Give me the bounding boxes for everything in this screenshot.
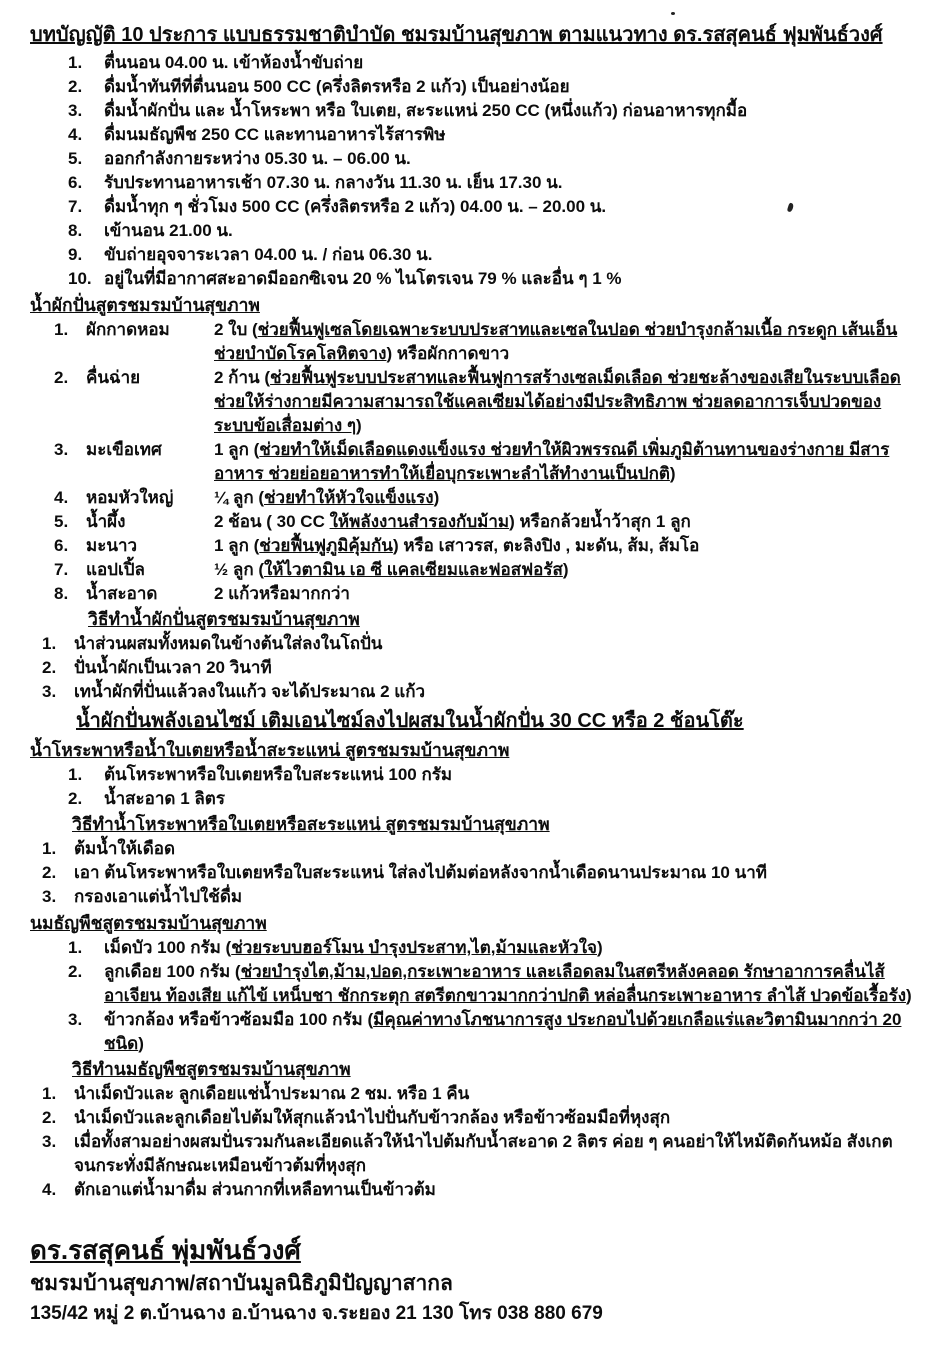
method-step	[30, 885, 917, 909]
item-number: 3.	[68, 1010, 83, 1029]
grain-milk-method-steps	[30, 1082, 917, 1202]
ingredient-name: น้ำสะอาด	[86, 584, 158, 603]
ingredient-row	[30, 582, 917, 606]
ingredient-description: เม็ดบัว 100 กรัม (ช่วยระบบฮอร์โมน บำรุงประสาท,ไต,ม้ามและหัวใจ)	[104, 938, 603, 957]
ingredient-row	[30, 510, 917, 534]
ingredient-name: น้ำผึ้ง	[86, 512, 126, 531]
item-number: 3.	[68, 101, 83, 120]
item-number: 6.	[68, 173, 83, 192]
veg-juice-method-steps	[30, 632, 917, 704]
ingredient-row	[30, 558, 917, 582]
item-text: ต้นโหระพาหรือใบเตยหรือใบสะระแหน่ 100 กรัม	[104, 765, 453, 784]
commandments-list	[30, 51, 917, 291]
commandment-item	[30, 99, 917, 123]
item-number: 8.	[54, 584, 69, 603]
item-number: 4.	[68, 125, 83, 144]
item-text: เอา ต้นโหระพาหรือใบเตยหรือใบสะระแหน่ ใส่ลงไปต้มต่อหลังจากน้ำเดือดนานประมาณ 10 นาที	[74, 863, 767, 882]
item-number: 1.	[68, 53, 83, 72]
commandment-item	[30, 195, 917, 219]
commandment-item	[30, 75, 917, 99]
method-step	[30, 1082, 917, 1106]
method-step	[30, 1130, 917, 1178]
veg-juice-ingredients	[30, 318, 917, 606]
ingredient-description: 1 ลูก (ช่วยฟื้นฟูภูมิคุ้มกัน) หรือ เสาวรส, ตะลิงปิง , มะดัน, ส้ม, ส้มโอ	[214, 536, 700, 555]
ingredient-name: ผักกาดหอม	[86, 320, 170, 339]
method-step	[30, 861, 917, 885]
item-number: 4.	[42, 1180, 57, 1199]
item-number: 2.	[42, 863, 57, 882]
item-number: 5.	[68, 149, 83, 168]
item-number: 3.	[54, 440, 69, 459]
item-text: อยู่ในที่มีอากาศสะอาดมีออกซิเจน 20 % ไนโตรเจน 79 % และอื่น ๆ 1 %	[104, 269, 622, 288]
method-step	[30, 656, 917, 680]
item-number: 1.	[42, 634, 57, 653]
section-heading-veg-juice: น้ำผักปั่นสูตรชมรมบ้านสุขภาพ	[30, 295, 260, 315]
section-heading-grain-milk: นมธัญพืชสูตรชมรมบ้านสุขภาพ	[30, 913, 267, 933]
item-number: 5.	[54, 512, 69, 531]
item-number: 2.	[68, 789, 83, 808]
ingredient-description: ½ ลูก (ให้ไวตามิน เอ ซี แคลเซียมและฟอสฟอรัส)	[214, 560, 569, 579]
item-number: 7.	[54, 560, 69, 579]
item-text: ปั่นน้ำผักเป็นเวลา 20 วินาที	[74, 658, 272, 677]
item-number: 1.	[68, 765, 83, 784]
ingredient-description: ข้าวกล้อง หรือข้าวซ้อมมือ 100 กรัม (มีคุณค่าทางโภชนาการสูง ประกอบไปด้วยเกลือแร่และวิตามินมากกว่า 20 ชนิด)	[104, 1010, 902, 1053]
ingredient-description: ลูกเดือย 100 กรัม (ช่วยบำรุงไต,ม้าม,ปอด,กระเพาะอาหาร และเลือดลมในสตรีหลังคลอด รักษาอาการคลื่นไส้อาเจียน ท้องเสีย แก้ไข้ เหน็บชา ชักกระตุก สตรีตกขาวมากกว่าปกติ หล่อลื่นกระเพาะอาหาร ลำไส้ ปวดข้อเรื้อรัง)	[104, 962, 912, 1005]
item-number: 6.	[54, 536, 69, 555]
ingredient-row	[30, 318, 917, 366]
ingredient-row	[30, 534, 917, 558]
commandment-item	[30, 171, 917, 195]
enzyme-note: น้ำผักปั่นพลังเอนไซม์ เติมเอนไซม์ลงไปผสมในน้ำผักปั่น 30 CC หรือ 2 ช้อนโต๊ะ	[76, 710, 744, 732]
footer-address: 135/42 หมู่ 2 ต.บ้านฉาง อ.บ้านฉาง จ.ระยอง 21 130 โทร 038 880 679	[30, 1303, 603, 1324]
grain-milk-ingredients	[30, 936, 917, 1056]
commandment-item	[30, 51, 917, 75]
ingredient-description: 2 ก้าน (ช่วยฟื้นฟูระบบประสาทและฟื้นฟูการสร้างเซลเม็ดเลือด ช่วยชะล้างของเสียในระบบเลือด ช่วยให้ร่างกายมีความสามารถใช้แคลเซียมได้อย่างมีประสิทธิภาพ ช่วยลดอาการเจ็บปวดของระบบข้อเสื่อมต่าง ๆ)	[214, 368, 901, 435]
ingredient-name: มะเขือเทศ	[86, 440, 162, 459]
footer-organization: ชมรมบ้านสุขภาพ/สถาบันมูลนิธิภูมิปัญญาสากล	[30, 1272, 453, 1295]
item-number: 8.	[68, 221, 83, 240]
item-number: 3.	[42, 682, 57, 701]
item-number: 1.	[54, 320, 69, 339]
ingredient-row	[30, 787, 917, 811]
item-number: 9.	[68, 245, 83, 264]
ingredient-name: มะนาว	[86, 536, 138, 555]
herb-water-method-steps	[30, 837, 917, 909]
item-text: ดื่มน้ำทุก ๆ ชั่วโมง 500 CC (ครึ่งลิตรหรือ 2 แก้ว) 04.00 น. – 20.00 น.	[104, 197, 607, 216]
item-number: 4.	[54, 488, 69, 507]
footer-doctor-name: ดร.รสสุคนธ์ พุ่มพันธ์วงศ์	[30, 1235, 301, 1265]
ingredient-description: 2 ใบ (ช่วยฟื้นฟูเซลโดยเฉพาะระบบประสาทและเซลในปอด ช่วยบำรุงกล้ามเนื้อ กระดูก เส้นเอ็น ช่วยบำบัดโรคโลหิตจาง) หรือผักกาดขาว	[214, 320, 898, 363]
ingredient-row	[30, 366, 917, 438]
ingredient-description: 1 ลูก (ช่วยทำให้เม็ดเลือดแดงแข็งแรง ช่วยทำให้ผิวพรรณดี เพิ่มภูมิต้านทานของร่างกาย มีสารอาหาร ช่วยย่อยอาหารทำให้เยื่อบุกระเพาะลำไส้ทำงานเป็นปกติ)	[214, 440, 890, 483]
item-text: นำเม็ดบัวและ ลูกเดือยแช่น้ำประมาณ 2 ชม. หรือ 1 คืน	[74, 1084, 470, 1103]
item-text: ออกกำลังกายระหว่าง 05.30 น. – 06.00 น.	[104, 149, 411, 168]
method-heading-veg-juice: วิธีทำน้ำผักปั่นสูตรชมรมบ้านสุขภาพ	[88, 609, 360, 629]
item-number: 10.	[68, 269, 92, 288]
ingredient-row	[30, 486, 917, 510]
item-number: 2.	[54, 368, 69, 387]
ingredient-name: หอมหัวใหญ่	[86, 488, 174, 507]
item-text: นำเม็ดบัวและลูกเดือยไปต้มให้สุกแล้วนำไปปั่นกับข้าวกล้อง หรือข้าวซ้อมมือที่หุงสุก	[74, 1108, 671, 1127]
item-text: ต้มน้ำให้เดือด	[74, 839, 176, 858]
item-number: 3.	[42, 887, 57, 906]
item-number: 3.	[42, 1132, 57, 1151]
item-text: กรองเอาแต่น้ำไปใช้ดื่ม	[74, 887, 243, 906]
item-text: นำส่วนผสมทั้งหมดในข้างต้นใส่ลงในโถปั่น	[74, 634, 383, 653]
ingredient-row	[30, 1008, 917, 1056]
ingredient-name: คื่นฉ่าย	[86, 368, 141, 387]
ingredient-row	[30, 763, 917, 787]
item-text: ตักเอาแต่น้ำมาดื่ม ส่วนกากที่เหลือทานเป็นข้าวต้ม	[74, 1180, 436, 1199]
commandment-item	[30, 267, 917, 291]
method-step	[30, 1178, 917, 1202]
commandment-item	[30, 243, 917, 267]
item-number: 7.	[68, 197, 83, 216]
commandment-item	[30, 219, 917, 243]
item-text: น้ำสะอาด 1 ลิตร	[104, 789, 225, 808]
commandment-item	[30, 123, 917, 147]
method-step	[30, 1106, 917, 1130]
ingredient-description: 2 ช้อน ( 30 CC ให้พลังงานสำรองกับม้าม) หรือกล้วยน้ำว้าสุก 1 ลูก	[214, 512, 691, 531]
item-number: 2.	[68, 962, 83, 981]
footer	[30, 1232, 917, 1328]
ingredient-row	[30, 438, 917, 486]
item-text: ดื่มน้ำผักปั่น และ น้ำโหระพา หรือ ใบเตย, สะระแหน่ 250 CC (หนึ่งแก้ว) ก่อนอาหารทุกมื้อ	[104, 101, 748, 120]
method-step	[30, 837, 917, 861]
item-number: 1.	[68, 938, 83, 957]
method-heading-herb-water: วิธีทำน้ำโหระพาหรือใบเตยหรือสะระแหน่ สูตรชมรมบ้านสุขภาพ	[72, 814, 550, 834]
item-number: 2.	[68, 77, 83, 96]
item-text: ดื่มน้ำทันทีที่ตื่นนอน 500 CC (ครึ่งลิตรหรือ 2 แก้ว) เป็นอย่างน้อย	[104, 77, 570, 96]
item-text: เมื่อทั้งสามอย่างผสมปั่นรวมกันละเอียดแล้วให้นำไปต้มกับน้ำสะอาด 2 ลิตร ค่อย ๆ คนอย่าให้ไหม้ติดก้นหม้อ สังเกต จนกระทั่งมีลักษณะเหมือนข้าวต้มที่หุงสุก	[74, 1132, 893, 1175]
ingredient-description: 2 แก้วหรือมากกว่า	[214, 584, 350, 603]
ingredient-name: แอปเปิ้ล	[86, 560, 145, 579]
ingredient-row	[30, 960, 917, 1008]
item-text: ดื่มนมธัญพืช 250 CC และทานอาหารไร้สารพิษ	[104, 125, 446, 144]
item-number: 1.	[42, 1084, 57, 1103]
ingredient-row	[30, 936, 917, 960]
item-number: 1.	[42, 839, 57, 858]
method-step	[30, 680, 917, 704]
document-title: บทบัญญัติ 10 ประการ แบบธรรมชาติบำบัด ชมรมบ้านสุขภาพ ตามแนวทาง ดร.รสสุคนธ์ ฟุมพันธ์วงศ์	[30, 24, 883, 46]
section-heading-herb-water: น้ำโหระพาหรือน้ำใบเตยหรือน้ำสะระแหน่ สูตรชมรมบ้านสุขภาพ	[30, 740, 510, 760]
item-number: 2.	[42, 1108, 57, 1127]
method-heading-grain-milk: วิธีทำนมธัญพืชสูตรชมรมบ้านสุขภาพ	[72, 1059, 351, 1079]
item-text: เทน้ำผักที่ปั่นแล้วลงในแก้ว จะได้ประมาณ 2 แก้ว	[74, 682, 426, 701]
item-text: เข้านอน 21.00 น.	[104, 221, 233, 240]
item-number: 2.	[42, 658, 57, 677]
scan-speck	[671, 12, 675, 15]
item-text: รับประทานอาหารเช้า 07.30 น. กลางวัน 11.30 น. เย็น 17.30 น.	[104, 173, 563, 192]
commandment-item	[30, 147, 917, 171]
herb-water-ingredients	[30, 763, 917, 811]
ingredient-description: ¼ ลูก (ช่วยทำให้หัวใจแข็งแรง)	[214, 488, 440, 507]
method-step	[30, 632, 917, 656]
item-text: ขับถ่ายอุจจาระเวลา 04.00 น. / ก่อน 06.30 น.	[104, 245, 433, 264]
item-text: ตื่นนอน 04.00 น. เข้าห้องน้ำขับถ่าย	[104, 53, 364, 72]
